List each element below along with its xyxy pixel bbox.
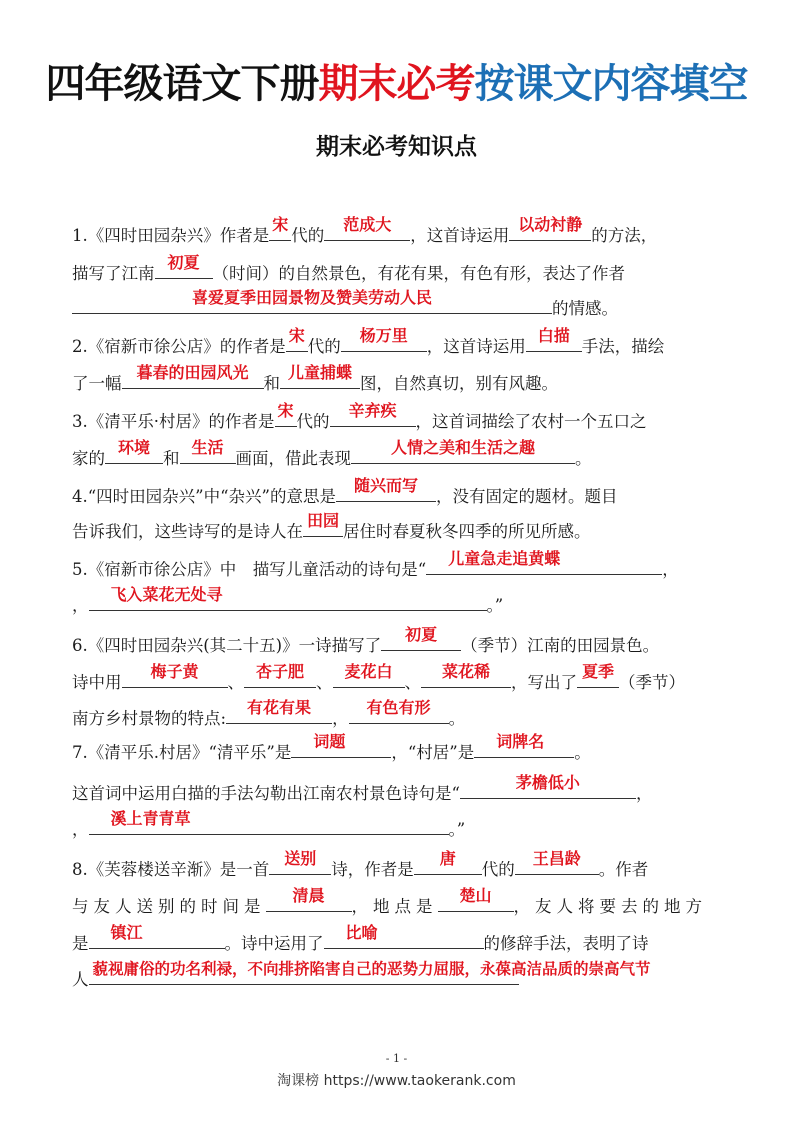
q7-line2: 这首词中运用白描的手法勾勒出江南农村景色诗句是“ 茅檐低小 ， bbox=[72, 773, 653, 803]
page-title bbox=[0, 52, 793, 109]
q3-line2: 家的 环境 和 生活 画面，借此表现 人情之美和生活之趣 。 bbox=[72, 438, 592, 468]
q8-line3: 是 镇江 。诗中运用了 比喻 的修辞手法，表明了诗 bbox=[72, 923, 649, 953]
q3-line1: 3.《清平乐·村居》的作者是 宋 代的 辛弃疾 ，这首词描绘了农村一个五口之 bbox=[72, 401, 647, 431]
q8-blank-author[interactable]: 王昌龄 bbox=[515, 852, 599, 875]
q8-blank-place[interactable]: 楚山 bbox=[438, 889, 514, 912]
q2-line2: 了一幅 暮春的田园风光 和 儿童捕蝶 图，自然真切，别有风趣。 bbox=[72, 363, 558, 393]
q6-blank-scene1[interactable]: 梅子黄 bbox=[122, 665, 228, 688]
q4-line1: 4.“四时田园杂兴”中“杂兴”的意思是 随兴而写 ，没有固定的题材。题目 bbox=[72, 476, 618, 506]
title-highlight-blue: 按课文内容填空 bbox=[474, 61, 748, 107]
q5-blank-verse1[interactable]: 儿童急走追黄蝶 bbox=[426, 552, 662, 575]
q4-blank-meaning[interactable]: 随兴而写 bbox=[336, 479, 436, 502]
page-number: - 1 - bbox=[385, 1052, 408, 1065]
page-subtitle: 期末必考知识点 bbox=[316, 134, 477, 160]
q6-line3: 南方乡村景物的特点: 有花有果 ， 有色有形 。 bbox=[72, 698, 466, 728]
q3-blank-environment[interactable]: 环境 bbox=[105, 441, 163, 464]
q2-blank-scene[interactable]: 暮春的田园风光 bbox=[122, 366, 264, 389]
q6-blank-scene4[interactable]: 菜花稀 bbox=[421, 665, 511, 688]
q3-blank-life[interactable]: 生活 bbox=[180, 441, 236, 464]
q4-line2: 告诉我们，这些诗写的是诗人在 田园 居住时春夏秋冬四季的所见所感。 bbox=[72, 511, 591, 541]
q8-line4: 人 藐视庸俗的功名利禄，不向排挤陷害自己的恶势力屈服，永葆高洁品质的崇高气节 bbox=[72, 960, 651, 989]
q2-blank-dynasty[interactable]: 宋 bbox=[286, 329, 308, 352]
q1-line3: 喜爱夏季田园景物及赞美劳动人民 的情感。 bbox=[72, 291, 618, 321]
q1-blank-author[interactable]: 范成大 bbox=[324, 218, 410, 241]
title-grade: 四年级语文下册 bbox=[45, 61, 319, 107]
q8-blank-destination[interactable]: 镇江 bbox=[89, 926, 225, 949]
q4-blank-place[interactable]: 田园 bbox=[303, 514, 343, 537]
q6-line2: 诗中用 梅子黄 、 杏子肥 、 麦花白 、 菜花稀 ，写出了 夏季 （季节） bbox=[72, 662, 685, 692]
q6-blank-scene2[interactable]: 杏子肥 bbox=[244, 665, 316, 688]
q2-blank-method[interactable]: 白描 bbox=[526, 329, 582, 352]
q6-blank-feature1[interactable]: 有花有果 bbox=[226, 701, 332, 724]
q8-blank-dynasty[interactable]: 唐 bbox=[414, 852, 482, 875]
q8-line2: 与友人送别的时间是 清晨 ，地点是 楚山 ，友人将要去的地方 bbox=[72, 886, 707, 916]
q7-line3: ， 溪上青青草 。” bbox=[72, 809, 466, 839]
q2-line1: 2.《宿新市徐公店》的作者是 宋 代的 杨万里 ，这首诗运用 白描 手法，描绘 bbox=[72, 326, 665, 356]
q7-blank-verse2[interactable]: 溪上青青草 bbox=[89, 812, 449, 835]
q1-line2: 描写了江南 初夏 （时间）的自然景色，有花有果，有色有形，表达了作者 bbox=[72, 253, 625, 283]
q7-blank-cipai[interactable]: 词牌名 bbox=[474, 735, 574, 758]
q6-blank-feature2[interactable]: 有色有形 bbox=[349, 701, 449, 724]
q3-blank-author[interactable]: 辛弃疾 bbox=[330, 404, 416, 427]
q5-line1: 5.《宿新市徐公店》中 描写儿童活动的诗句是“ 儿童急走追黄蝶 ， bbox=[72, 549, 679, 579]
q5-line2: ， 飞入菜花无处寻 。” bbox=[72, 585, 504, 615]
q8-line1: 8.《芙蓉楼送辛渐》是一首 送别 诗，作者是 唐 代的 王昌龄 。作者 bbox=[72, 849, 649, 879]
q6-blank-scene3[interactable]: 麦花白 bbox=[333, 665, 405, 688]
q5-blank-verse2[interactable]: 飞入菜花无处寻 bbox=[89, 588, 487, 611]
q6-line1: 6.《四时田园杂兴(其二十五)》一诗描写了 初夏 （季节）江南的田园景色。 bbox=[72, 625, 660, 655]
q2-blank-picture[interactable]: 儿童捕蝶 bbox=[280, 366, 360, 389]
footer-watermark: 淘课榜 https://www.taokerank.com bbox=[277, 1073, 516, 1089]
q7-blank-title[interactable]: 词题 bbox=[291, 735, 391, 758]
q1-blank-method[interactable]: 以动衬静 bbox=[509, 218, 591, 241]
q8-blank-genre[interactable]: 送别 bbox=[269, 852, 331, 875]
q1-blank-emotion[interactable]: 喜爱夏季田园景物及赞美劳动人民 bbox=[72, 291, 552, 314]
q1-line1: 1.《四时田园杂兴》作者是 宋 代的 范成大 ，这首诗运用 以动衬静 的方法， bbox=[72, 215, 658, 245]
q7-blank-verse1[interactable]: 茅檐低小 bbox=[460, 776, 636, 799]
q2-blank-author[interactable]: 杨万里 bbox=[341, 329, 427, 352]
q7-line1: 7.《清平乐.村居》“清平乐”是 词题 ，“村居”是 词牌名 。 bbox=[72, 732, 591, 762]
q6-blank-season[interactable]: 初夏 bbox=[381, 628, 461, 651]
q8-blank-rhetoric[interactable]: 比喻 bbox=[324, 926, 484, 949]
q8-blank-meaning[interactable]: 藐视庸俗的功名利禄，不向排挤陷害自己的恶势力屈服，永葆高洁品质的崇高气节 bbox=[89, 962, 519, 985]
q6-blank-season2[interactable]: 夏季 bbox=[577, 665, 619, 688]
q3-blank-dynasty[interactable]: 宋 bbox=[275, 404, 297, 427]
title-highlight-red: 期末必考 bbox=[318, 61, 475, 107]
q1-blank-time[interactable]: 初夏 bbox=[155, 256, 213, 279]
q3-blank-express[interactable]: 人情之美和生活之趣 bbox=[351, 441, 575, 464]
q8-blank-time[interactable]: 清晨 bbox=[266, 889, 352, 912]
q1-blank-dynasty[interactable]: 宋 bbox=[269, 218, 291, 241]
